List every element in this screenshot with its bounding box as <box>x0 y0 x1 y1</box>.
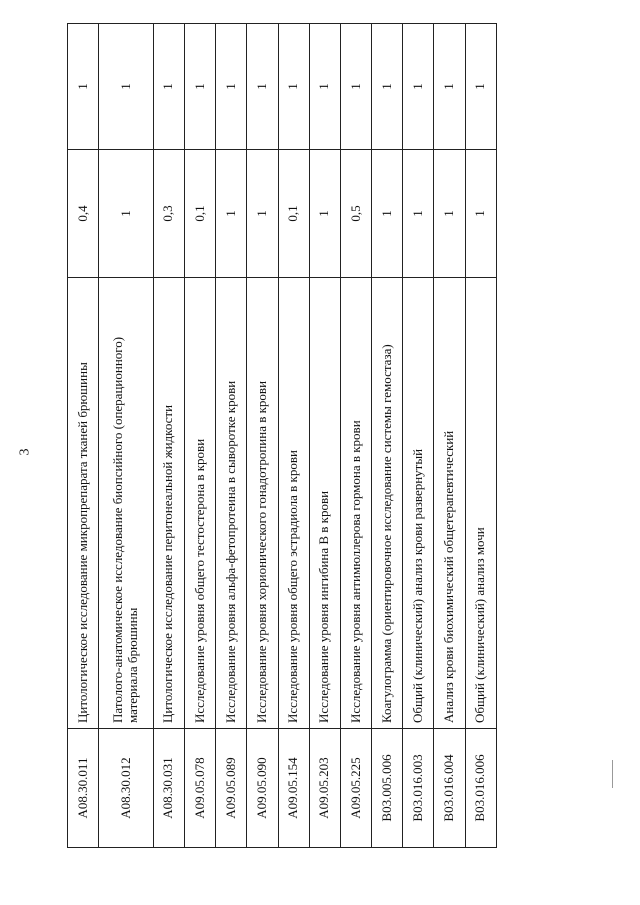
service-name-cell: Анализ крови биохимический общетерапевтический <box>434 278 465 729</box>
service-name-cell: Исследование уровня общего тестостерона в крови <box>184 278 215 729</box>
service-code-cell: A09.05.090 <box>247 729 278 848</box>
service-code-cell: B03.005.006 <box>372 729 403 848</box>
table-row <box>403 24 434 848</box>
frequency-cell: 1 <box>465 150 496 278</box>
table-row <box>278 24 309 848</box>
multiplicity-cell: 1 <box>68 24 99 150</box>
multiplicity-cell: 1 <box>278 24 309 150</box>
services-table-body <box>68 24 497 848</box>
page-number: 3 <box>17 448 33 456</box>
frequency-cell: 1 <box>403 150 434 278</box>
service-code-cell: A08.30.031 <box>153 729 184 848</box>
table-row <box>153 24 184 848</box>
service-code-cell: A09.05.089 <box>216 729 247 848</box>
frequency-cell: 1 <box>216 150 247 278</box>
multiplicity-cell: 1 <box>372 24 403 150</box>
service-name-cell: Исследование уровня общего эстрадиола в крови <box>278 278 309 729</box>
service-code-cell: A09.05.203 <box>309 729 340 848</box>
service-name-cell: Коагулограмма (ориентировочное исследование системы гемостаза) <box>372 278 403 729</box>
table-row <box>434 24 465 848</box>
service-code-cell: A08.30.011 <box>68 729 99 848</box>
service-code-cell: B03.016.003 <box>403 729 434 848</box>
multiplicity-cell: 1 <box>309 24 340 150</box>
table-row <box>340 24 371 848</box>
frequency-cell: 1 <box>309 150 340 278</box>
table-row <box>372 24 403 848</box>
frequency-cell: 0,1 <box>278 150 309 278</box>
frequency-cell: 0,5 <box>340 150 371 278</box>
multiplicity-cell: 1 <box>434 24 465 150</box>
multiplicity-cell: 1 <box>216 24 247 150</box>
table-row <box>99 24 154 848</box>
multiplicity-cell: 1 <box>403 24 434 150</box>
service-name-cell: Цитологическое исследование перитонеальной жидкости <box>153 278 184 729</box>
service-code-cell: B03.016.006 <box>465 729 496 848</box>
service-code-cell: A09.05.225 <box>340 729 371 848</box>
service-name-cell: Исследование уровня хорионического гонадотропина в крови <box>247 278 278 729</box>
frequency-cell: 0,3 <box>153 150 184 278</box>
service-code-cell: B03.016.004 <box>434 729 465 848</box>
service-name-cell: Общий (клинический) анализ мочи <box>465 278 496 729</box>
frequency-cell: 1 <box>99 150 154 278</box>
multiplicity-cell: 1 <box>99 24 154 150</box>
table-row <box>309 24 340 848</box>
table-row <box>184 24 215 848</box>
services-table-wrapper <box>67 68 497 848</box>
service-name-cell: Цитологическое исследование микропрепарата тканей брюшины <box>68 278 99 729</box>
table-row <box>68 24 99 848</box>
frequency-cell: 1 <box>247 150 278 278</box>
service-code-cell: A09.05.154 <box>278 729 309 848</box>
table-row <box>247 24 278 848</box>
service-code-cell: A09.05.078 <box>184 729 215 848</box>
service-name-cell: Общий (клинический) анализ крови развернутый <box>403 278 434 729</box>
service-name-cell: Патолого-анатомическое исследование биопсийного (операционного) материала брюшины <box>99 278 154 729</box>
scan-artifact <box>612 760 613 788</box>
service-name-cell: Исследование уровня ингибина В в крови <box>309 278 340 729</box>
multiplicity-cell: 1 <box>340 24 371 150</box>
table-row <box>465 24 496 848</box>
frequency-cell: 1 <box>434 150 465 278</box>
frequency-cell: 1 <box>372 150 403 278</box>
table-row <box>216 24 247 848</box>
frequency-cell: 0,1 <box>184 150 215 278</box>
multiplicity-cell: 1 <box>247 24 278 150</box>
services-table <box>67 23 497 848</box>
multiplicity-cell: 1 <box>184 24 215 150</box>
service-name-cell: Исследование уровня антимюллерова гормона в крови <box>340 278 371 729</box>
service-code-cell: A08.30.012 <box>99 729 154 848</box>
service-name-cell: Исследование уровня альфа-фетопротеина в сыворотке крови <box>216 278 247 729</box>
frequency-cell: 0,4 <box>68 150 99 278</box>
multiplicity-cell: 1 <box>153 24 184 150</box>
multiplicity-cell: 1 <box>465 24 496 150</box>
